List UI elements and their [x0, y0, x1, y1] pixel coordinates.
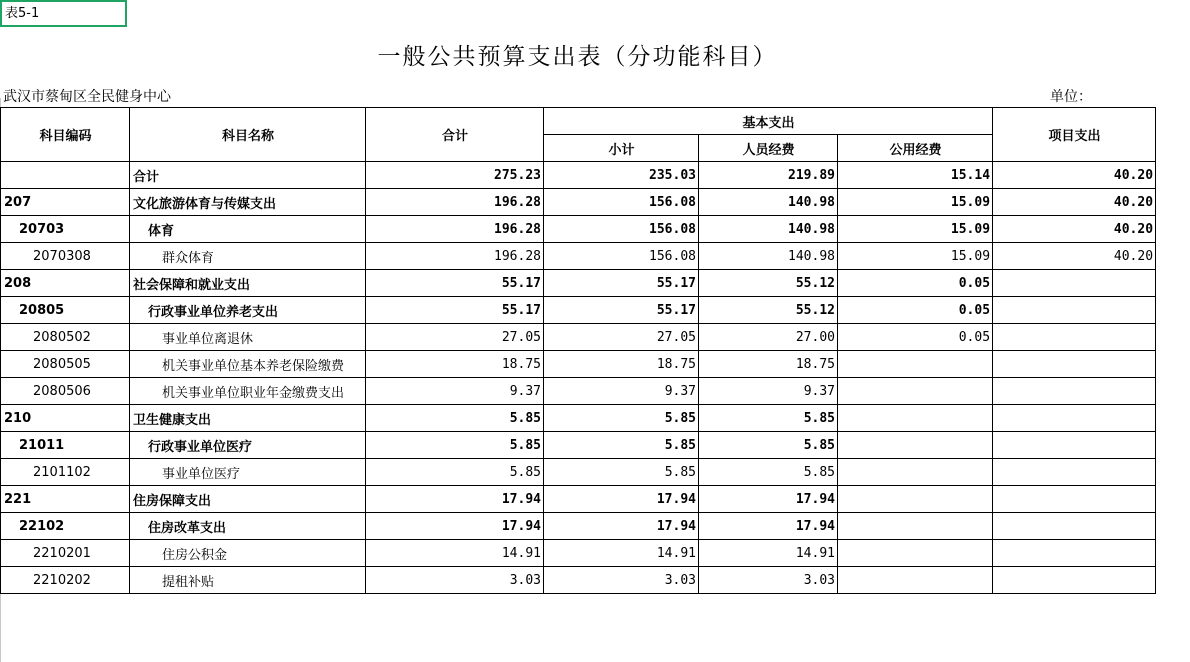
cell-code[interactable]: 2210202 [1, 567, 130, 594]
cell-subtotal[interactable]: 5.85 [544, 459, 699, 486]
unit-label: 单位： [1050, 89, 1092, 105]
cell-public[interactable] [838, 432, 993, 459]
cell-personnel[interactable]: 140.98 [699, 243, 838, 270]
cell-public[interactable] [838, 378, 993, 405]
cell-public[interactable]: 15.14 [838, 162, 993, 189]
cell-name[interactable]: 提租补贴 [130, 567, 366, 594]
cell-total[interactable]: 3.03 [366, 567, 544, 594]
cell-personnel[interactable]: 5.85 [699, 459, 838, 486]
cell-project[interactable]: 40.20 [993, 189, 1156, 216]
cell-personnel[interactable]: 9.37 [699, 378, 838, 405]
header-personnel: 人员经费 [699, 135, 838, 162]
table-row [1, 432, 1156, 459]
cell-total[interactable]: 196.28 [366, 243, 544, 270]
header-project: 项目支出 [993, 108, 1156, 162]
cell-public[interactable]: 0.05 [838, 270, 993, 297]
header-code: 科目编码 [1, 108, 130, 162]
cell-public[interactable] [838, 405, 993, 432]
cell-code[interactable] [1, 162, 130, 189]
cell-total[interactable]: 17.94 [366, 486, 544, 513]
cell-code[interactable]: 221 [1, 486, 130, 513]
cell-personnel[interactable]: 18.75 [699, 351, 838, 378]
cell-code[interactable]: 21011 [1, 432, 130, 459]
budget-table [0, 107, 1156, 594]
cell-public[interactable]: 0.05 [838, 297, 993, 324]
table-row [1, 513, 1156, 540]
cell-subtotal[interactable]: 14.91 [544, 540, 699, 567]
cell-project[interactable] [993, 459, 1156, 486]
header-basic: 基本支出 [544, 108, 993, 135]
table-row [1, 540, 1156, 567]
cell-subtotal[interactable]: 55.17 [544, 297, 699, 324]
cell-personnel[interactable]: 5.85 [699, 405, 838, 432]
cell-project[interactable] [993, 297, 1156, 324]
cell-total[interactable]: 17.94 [366, 513, 544, 540]
cell-public[interactable] [838, 567, 993, 594]
cell-total[interactable]: 55.17 [366, 297, 544, 324]
cell-total[interactable]: 55.17 [366, 270, 544, 297]
cell-code[interactable]: 207 [1, 189, 130, 216]
cell-project[interactable] [993, 270, 1156, 297]
cell-personnel[interactable]: 14.91 [699, 540, 838, 567]
table-row [1, 378, 1156, 405]
cell-subtotal[interactable]: 17.94 [544, 513, 699, 540]
cell-public[interactable]: 15.09 [838, 216, 993, 243]
cell-project[interactable]: 40.20 [993, 243, 1156, 270]
cell-subtotal[interactable]: 235.03 [544, 162, 699, 189]
cell-public[interactable]: 15.09 [838, 189, 993, 216]
cell-total[interactable]: 275.23 [366, 162, 544, 189]
table-row [1, 405, 1156, 432]
cell-name[interactable]: 事业单位离退休 [130, 324, 366, 351]
cell-public[interactable] [838, 540, 993, 567]
cell-code[interactable]: 2080505 [1, 351, 130, 378]
cell-public[interactable]: 0.05 [838, 324, 993, 351]
cell-subtotal[interactable]: 5.85 [544, 432, 699, 459]
page-title: 一般公共预算支出表（分功能科目） [377, 44, 778, 70]
cell-personnel[interactable]: 140.98 [699, 189, 838, 216]
header-subtotal: 小计 [544, 135, 699, 162]
cell-subtotal[interactable]: 18.75 [544, 351, 699, 378]
table-row [1, 567, 1156, 594]
cell-subtotal[interactable]: 27.05 [544, 324, 699, 351]
cell-personnel[interactable]: 17.94 [699, 486, 838, 513]
cell-total[interactable]: 5.85 [366, 405, 544, 432]
cell-project[interactable]: 40.20 [993, 216, 1156, 243]
cell-public[interactable] [838, 351, 993, 378]
cell-total[interactable]: 196.28 [366, 216, 544, 243]
cell-subtotal[interactable]: 9.37 [544, 378, 699, 405]
cell-subtotal[interactable]: 55.17 [544, 270, 699, 297]
cell-total[interactable]: 9.37 [366, 378, 544, 405]
cell-project[interactable] [993, 351, 1156, 378]
cell-code[interactable]: 20703 [1, 216, 130, 243]
cell-personnel[interactable]: 27.00 [699, 324, 838, 351]
cell-code[interactable]: 210 [1, 405, 130, 432]
header-name: 科目名称 [130, 108, 366, 162]
cell-personnel[interactable]: 3.03 [699, 567, 838, 594]
cell-project[interactable] [993, 567, 1156, 594]
cell-public[interactable] [838, 459, 993, 486]
cell-total[interactable]: 14.91 [366, 540, 544, 567]
cell-personnel[interactable]: 17.94 [699, 513, 838, 540]
cell-name[interactable]: 文化旅游体育与传媒支出 [130, 189, 366, 216]
cell-public[interactable] [838, 513, 993, 540]
cell-public[interactable] [838, 486, 993, 513]
cell-total[interactable]: 18.75 [366, 351, 544, 378]
cell-project[interactable] [993, 432, 1156, 459]
cell-subtotal[interactable]: 156.08 [544, 243, 699, 270]
cell-name[interactable]: 住房公积金 [130, 540, 366, 567]
cell-project[interactable] [993, 540, 1156, 567]
cell-total[interactable]: 27.05 [366, 324, 544, 351]
table-row [1, 297, 1156, 324]
cell-public[interactable]: 15.09 [838, 243, 993, 270]
cell-project[interactable] [993, 378, 1156, 405]
cell-project[interactable] [993, 513, 1156, 540]
table-body [1, 162, 1156, 594]
table-row [1, 351, 1156, 378]
cell-name[interactable]: 卫生健康支出 [130, 405, 366, 432]
cell-subtotal[interactable]: 156.08 [544, 189, 699, 216]
cell-project[interactable] [993, 405, 1156, 432]
selected-cell-ref[interactable]: 表5-1 [0, 0, 127, 27]
cell-subtotal[interactable]: 5.85 [544, 405, 699, 432]
cell-code[interactable]: 22102 [1, 513, 130, 540]
cell-name[interactable]: 机关事业单位基本养老保险缴费 [130, 351, 366, 378]
table-row [1, 189, 1156, 216]
cell-name[interactable]: 事业单位医疗 [130, 459, 366, 486]
table-row [1, 243, 1156, 270]
table-row [1, 459, 1156, 486]
organization-name: 武汉市蔡甸区全民健身中心 [3, 89, 171, 105]
cell-project[interactable] [993, 324, 1156, 351]
table-row [1, 162, 1156, 189]
cell-personnel[interactable]: 55.12 [699, 297, 838, 324]
cell-total[interactable]: 5.85 [366, 459, 544, 486]
cell-personnel[interactable]: 55.12 [699, 270, 838, 297]
cell-project[interactable] [993, 486, 1156, 513]
cell-code[interactable]: 208 [1, 270, 130, 297]
cell-code[interactable]: 2080502 [1, 324, 130, 351]
cell-total[interactable]: 196.28 [366, 189, 544, 216]
header-public: 公用经费 [838, 135, 993, 162]
cell-code[interactable]: 2210201 [1, 540, 130, 567]
cell-project[interactable]: 40.20 [993, 162, 1156, 189]
header-total: 合计 [366, 108, 544, 162]
table-row [1, 270, 1156, 297]
cell-name[interactable]: 群众体育 [130, 243, 366, 270]
cell-name[interactable]: 行政事业单位养老支出 [130, 297, 366, 324]
cell-code[interactable]: 20805 [1, 297, 130, 324]
cell-code[interactable]: 2070308 [1, 243, 130, 270]
cell-name[interactable]: 行政事业单位医疗 [130, 432, 366, 459]
table-row [1, 486, 1156, 513]
cell-code[interactable]: 2080506 [1, 378, 130, 405]
cell-name[interactable]: 社会保障和就业支出 [130, 270, 366, 297]
cell-code[interactable]: 2101102 [1, 459, 130, 486]
cell-total[interactable]: 5.85 [366, 432, 544, 459]
cell-name[interactable]: 住房改革支出 [130, 513, 366, 540]
cell-name[interactable]: 体育 [130, 216, 366, 243]
cell-subtotal[interactable]: 156.08 [544, 216, 699, 243]
cell-subtotal[interactable]: 3.03 [544, 567, 699, 594]
cell-personnel[interactable]: 5.85 [699, 432, 838, 459]
cell-name[interactable]: 合计 [130, 162, 366, 189]
cell-subtotal[interactable]: 17.94 [544, 486, 699, 513]
cell-personnel[interactable]: 140.98 [699, 216, 838, 243]
cell-name[interactable]: 机关事业单位职业年金缴费支出 [130, 378, 366, 405]
table-row [1, 324, 1156, 351]
cell-personnel[interactable]: 219.89 [699, 162, 838, 189]
cell-name[interactable]: 住房保障支出 [130, 486, 366, 513]
table-row [1, 216, 1156, 243]
